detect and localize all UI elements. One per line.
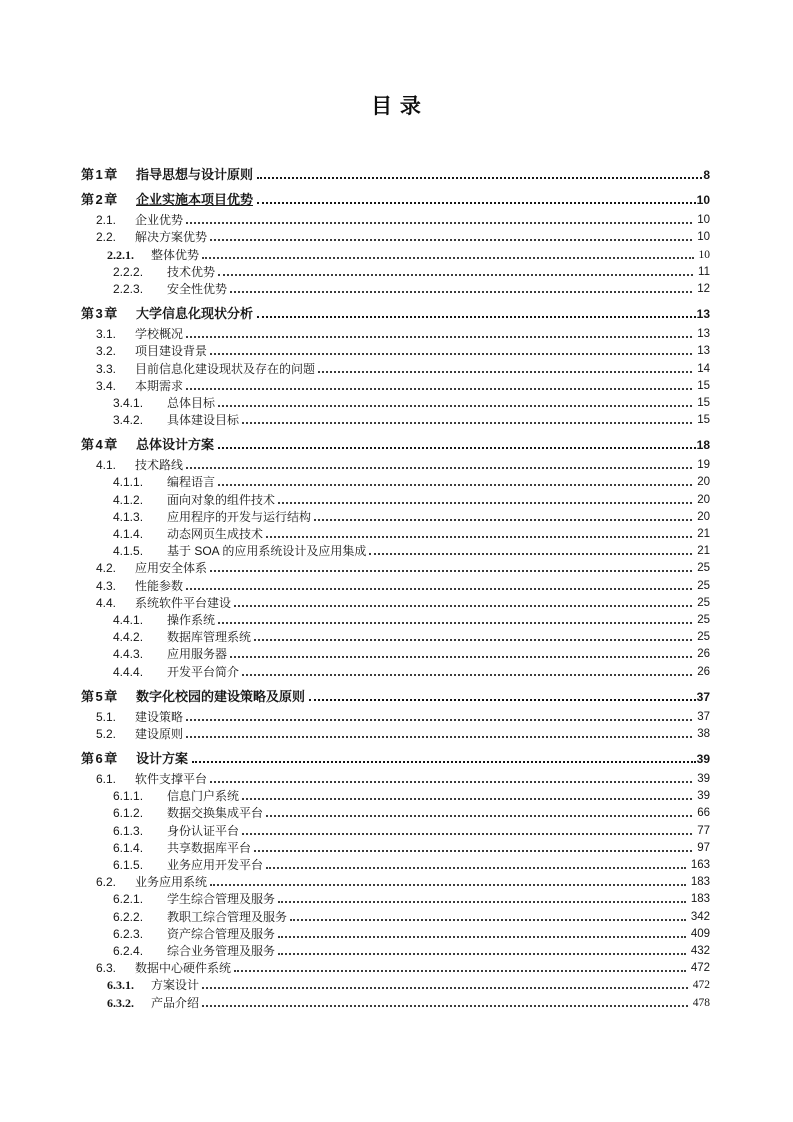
toc-entry-number: 6.1. xyxy=(96,772,117,787)
toc-entry[interactable] xyxy=(81,975,710,992)
toc-entry-number: 3.3. xyxy=(96,361,117,376)
dot-leader xyxy=(257,202,696,204)
toc-entry[interactable] xyxy=(81,661,710,678)
toc-entry[interactable] xyxy=(81,164,710,182)
dot-leader xyxy=(278,502,692,504)
toc-entry[interactable] xyxy=(81,644,710,661)
dot-leader xyxy=(186,736,692,738)
dot-leader xyxy=(369,553,692,555)
toc-entry-label: 业务应用开发平台 xyxy=(167,858,264,872)
toc-entry-page: 39 xyxy=(697,790,710,803)
toc-entry-number: 6.3.1. xyxy=(107,978,134,993)
toc-entry-page: 8 xyxy=(703,168,710,182)
toc-entry-page: 10 xyxy=(697,214,710,227)
toc-entry-number: 5.2. xyxy=(96,726,117,741)
table-of-contents xyxy=(81,164,710,1010)
toc-entry[interactable] xyxy=(81,748,710,766)
toc-entry-label: 开发平台简介 xyxy=(167,664,240,679)
toc-entry[interactable] xyxy=(81,358,710,375)
toc-entry-label: 整体优势 xyxy=(151,247,200,262)
toc-entry-label: 技术路线 xyxy=(135,458,184,473)
toc-entry-number: 4.3. xyxy=(96,578,117,593)
toc-entry-page: 472 xyxy=(692,979,710,992)
toc-entry-page: 19 xyxy=(697,459,710,472)
toc-entry-label: 应用服务器 xyxy=(167,647,228,662)
toc-entry[interactable] xyxy=(81,434,710,452)
toc-entry-page: 37 xyxy=(697,710,710,723)
toc-entry[interactable] xyxy=(81,627,710,644)
toc-entry-number: 6.1.2. xyxy=(113,806,144,821)
toc-entry-page: 10 xyxy=(697,231,710,244)
toc-entry-number: 4.1. xyxy=(96,458,117,473)
dot-leader xyxy=(210,884,686,886)
toc-entry-label: 大学信息化现状分析 xyxy=(136,305,254,321)
toc-entry-page: 13 xyxy=(696,306,710,321)
dot-leader xyxy=(186,719,692,721)
toc-entry-page: 37 xyxy=(696,689,710,704)
toc-entry-number: 6.2.3. xyxy=(113,926,144,941)
toc-entry-label: 数据中心硬件系统 xyxy=(135,961,232,976)
dot-leader xyxy=(266,815,692,817)
toc-entry-number: 6.2.4. xyxy=(113,943,144,958)
toc-entry-label: 企业优势 xyxy=(135,213,184,228)
toc-entry[interactable] xyxy=(81,686,710,704)
dot-leader xyxy=(186,588,692,590)
toc-entry-number: 4.1.2. xyxy=(113,492,144,507)
toc-entry-label: 具体建设目标 xyxy=(167,413,240,428)
toc-entry-number: 3.2. xyxy=(96,344,117,359)
dot-leader xyxy=(242,833,692,835)
toc-entry[interactable] xyxy=(81,707,710,724)
toc-entry-label: 资产综合管理及服务 xyxy=(167,926,276,941)
dot-leader xyxy=(210,239,692,241)
toc-entry-label: 面向对象的组件技术 xyxy=(167,492,276,507)
toc-entry[interactable] xyxy=(81,472,710,489)
toc-entry[interactable] xyxy=(81,724,710,741)
dot-leader xyxy=(210,781,692,783)
toc-entry-number: 6.1.1. xyxy=(113,789,144,804)
toc-entry-label: 总体目标 xyxy=(167,395,216,410)
dot-leader xyxy=(257,316,696,318)
dot-leader xyxy=(234,605,692,607)
dot-leader xyxy=(192,761,696,763)
dot-leader xyxy=(309,699,696,701)
toc-entry-page: 409 xyxy=(690,927,710,940)
toc-entry-page: 472 xyxy=(690,962,710,975)
toc-entry-label: 企业实施本项目优势 xyxy=(136,192,254,207)
toc-entry-number: 6.3.2. xyxy=(107,995,134,1010)
dot-leader xyxy=(242,798,692,800)
dot-leader xyxy=(242,422,692,424)
toc-entry-label: 系统软件平台建设 xyxy=(135,595,232,610)
toc-entry-page: 15 xyxy=(697,396,710,409)
toc-entry-label: 基于 SOA 的应用系统设计及应用集成 xyxy=(167,544,367,559)
toc-entry-number: 4.1.1. xyxy=(113,475,144,490)
toc-entry-page: 25 xyxy=(697,631,710,644)
toc-entry-page: 183 xyxy=(690,876,710,889)
dot-leader xyxy=(314,519,692,521)
toc-entry-label: 编程语言 xyxy=(167,475,216,490)
toc-entry-number: 4.4.3. xyxy=(113,647,144,662)
toc-entry-page: 10 xyxy=(698,248,710,261)
toc-entry-label: 应用安全体系 xyxy=(135,561,208,576)
dot-leader xyxy=(202,257,693,259)
toc-entry-label: 数据交换集成平台 xyxy=(167,806,264,821)
toc-entry-number: 第6章 xyxy=(81,750,119,766)
toc-entry[interactable] xyxy=(81,838,710,855)
toc-entry-label: 学生综合管理及服务 xyxy=(167,892,276,907)
toc-entry-page: 13 xyxy=(697,345,710,358)
toc-entry-number: 第1章 xyxy=(81,167,119,182)
toc-entry-label: 业务应用系统 xyxy=(135,875,208,890)
toc-title: 目 录 xyxy=(371,95,422,118)
toc-entry-page: 10 xyxy=(696,193,710,207)
toc-entry-number: 4.4.1. xyxy=(113,612,144,627)
toc-entry-number: 4.4.4. xyxy=(113,664,144,679)
dot-leader xyxy=(257,177,702,179)
toc-entry[interactable] xyxy=(81,855,710,872)
dot-leader xyxy=(186,467,692,469)
dot-leader xyxy=(218,484,692,486)
toc-entry[interactable] xyxy=(81,992,710,1009)
toc-entry-label: 共享数据库平台 xyxy=(167,840,252,855)
toc-entry[interactable] xyxy=(81,803,710,820)
toc-entry-number: 3.4. xyxy=(96,378,117,393)
dot-leader xyxy=(218,274,693,276)
toc-entry-number: 4.1.4. xyxy=(113,527,144,541)
toc-entry-label: 软件支撑平台 xyxy=(135,772,208,787)
toc-entry-page: 21 xyxy=(697,545,710,558)
toc-entry-number: 6.2.1. xyxy=(113,892,144,907)
toc-entry[interactable] xyxy=(81,889,710,906)
toc-entry-number: 6.1.4. xyxy=(113,840,144,855)
dot-leader xyxy=(186,336,692,338)
toc-entry-page: 39 xyxy=(696,751,710,766)
toc-entry[interactable] xyxy=(81,593,710,610)
toc-entry-page: 25 xyxy=(697,562,710,575)
toc-entry[interactable] xyxy=(81,227,710,244)
toc-entry-page: 25 xyxy=(697,596,710,609)
toc-entry-label: 动态网页生成技术 xyxy=(167,527,264,541)
toc-entry-label: 性能参数 xyxy=(135,578,184,593)
toc-entry[interactable] xyxy=(81,872,710,889)
toc-entry-number: 4.4.2. xyxy=(113,630,144,645)
dot-leader xyxy=(234,970,686,972)
toc-entry-page: 163 xyxy=(690,859,710,871)
toc-entry-page: 26 xyxy=(697,665,710,678)
toc-entry-number: 第2章 xyxy=(81,192,119,207)
toc-entry-label: 综合业务管理及服务 xyxy=(167,943,276,958)
toc-entry-page: 20 xyxy=(697,510,710,523)
toc-entry[interactable] xyxy=(81,958,710,975)
toc-entry-page: 11 xyxy=(698,265,710,278)
toc-entry[interactable] xyxy=(81,924,710,941)
toc-entry-page: 39 xyxy=(697,773,710,786)
toc-entry-page: 66 xyxy=(697,807,710,820)
toc-entry[interactable] xyxy=(81,941,710,958)
toc-entry-label: 建设原则 xyxy=(135,726,184,741)
toc-entry-number: 2.1. xyxy=(96,213,117,228)
toc-entry[interactable] xyxy=(81,786,710,803)
toc-entry-label: 数字化校园的建设策略及原则 xyxy=(136,688,306,704)
toc-entry-page: 478 xyxy=(692,996,710,1009)
toc-entry[interactable] xyxy=(81,820,710,837)
toc-entry[interactable] xyxy=(81,410,710,427)
toc-entry-number: 3.4.1. xyxy=(113,395,144,410)
toc-entry-label: 学校概况 xyxy=(135,327,184,342)
dot-leader xyxy=(318,371,692,373)
dot-leader xyxy=(218,447,696,449)
dot-leader xyxy=(210,353,692,355)
toc-entry-label: 方案设计 xyxy=(151,978,200,993)
toc-entry[interactable] xyxy=(81,376,710,393)
toc-entry[interactable] xyxy=(81,507,710,524)
toc-entry-number: 4.1.5. xyxy=(113,544,144,559)
dot-leader xyxy=(230,291,692,293)
dot-leader xyxy=(218,622,692,624)
toc-entry-label: 教职工综合管理及服务 xyxy=(167,909,288,924)
toc-entry-label: 身份认证平台 xyxy=(167,823,240,838)
dot-leader xyxy=(290,919,686,921)
toc-entry[interactable] xyxy=(81,262,710,279)
toc-entry[interactable] xyxy=(81,303,710,321)
toc-entry[interactable] xyxy=(81,210,710,227)
toc-entry-number: 6.3. xyxy=(96,961,117,976)
dot-leader xyxy=(266,867,686,869)
toc-entry[interactable] xyxy=(81,341,710,358)
toc-entry-label: 指导思想与设计原则 xyxy=(136,167,254,182)
toc-entry-page: 25 xyxy=(697,579,710,592)
toc-entry-number: 4.4. xyxy=(96,595,117,610)
dot-leader xyxy=(266,536,692,538)
toc-entry-number: 2.2. xyxy=(96,230,117,245)
toc-entry-label: 总体设计方案 xyxy=(136,437,215,453)
toc-entry[interactable] xyxy=(81,189,710,207)
dot-leader xyxy=(210,570,692,572)
toc-entry-label: 应用程序的开发与运行结构 xyxy=(167,509,312,524)
toc-entry-page: 15 xyxy=(697,379,710,392)
toc-entry-page: 342 xyxy=(690,910,710,923)
toc-entry[interactable] xyxy=(81,393,710,410)
toc-entry-page: 77 xyxy=(697,824,710,837)
toc-entry-label: 信息门户系统 xyxy=(167,789,240,804)
toc-entry-page: 12 xyxy=(697,282,710,295)
toc-entry[interactable] xyxy=(81,906,710,923)
toc-entry-page: 20 xyxy=(697,493,710,506)
dot-leader xyxy=(278,953,686,955)
dot-leader xyxy=(254,850,692,852)
toc-entry-number: 5.1. xyxy=(96,709,117,724)
toc-entry-label: 设计方案 xyxy=(136,750,189,766)
toc-entry-label: 解决方案优势 xyxy=(135,230,208,245)
toc-entry-page: 97 xyxy=(697,841,710,854)
toc-entry-label: 项目建设背景 xyxy=(135,344,208,359)
dot-leader xyxy=(242,674,692,676)
toc-entry[interactable] xyxy=(81,610,710,627)
toc-entry[interactable] xyxy=(81,575,710,592)
toc-entry-number: 3.1. xyxy=(96,327,117,342)
toc-entry-number: 2.2.1. xyxy=(107,247,134,262)
toc-entry-label: 产品介绍 xyxy=(151,995,200,1010)
toc-entry-number: 6.2.2. xyxy=(113,909,144,924)
toc-entry[interactable] xyxy=(81,769,710,786)
toc-entry[interactable] xyxy=(81,324,710,341)
toc-entry[interactable] xyxy=(81,455,710,472)
dot-leader xyxy=(230,656,692,658)
toc-entry-label: 本期需求 xyxy=(135,378,184,393)
dot-leader xyxy=(218,405,692,407)
dot-leader xyxy=(202,1005,688,1007)
toc-entry-number: 2.2.2. xyxy=(113,264,144,279)
toc-entry-label: 数据库管理系统 xyxy=(167,630,252,645)
toc-entry[interactable] xyxy=(81,489,710,506)
toc-entry-label: 目前信息化建设现状及存在的问题 xyxy=(135,361,316,376)
toc-entry-number: 3.4.2. xyxy=(113,413,144,428)
toc-entry-page: 25 xyxy=(697,613,710,626)
toc-entry[interactable] xyxy=(81,279,710,296)
toc-entry-label: 技术优势 xyxy=(167,264,216,279)
toc-entry-page: 38 xyxy=(697,727,710,740)
dot-leader xyxy=(278,901,686,903)
toc-entry-number: 2.2.3. xyxy=(113,281,144,296)
toc-entry-number: 第5章 xyxy=(81,688,119,704)
toc-entry-label: 安全性优势 xyxy=(167,281,228,296)
toc-entry-number: 6.1.3. xyxy=(113,823,144,838)
dot-leader xyxy=(186,388,692,390)
toc-entry-page: 15 xyxy=(697,414,710,427)
toc-entry[interactable] xyxy=(81,524,710,541)
toc-entry-number: 第3章 xyxy=(81,305,119,321)
toc-entry-page: 13 xyxy=(697,328,710,341)
dot-leader xyxy=(202,987,688,989)
toc-entry-number: 第4章 xyxy=(81,437,119,453)
toc-entry-page: 183 xyxy=(690,893,710,906)
toc-entry-number: 4.2. xyxy=(96,561,117,576)
toc-entry-number: 6.1.5. xyxy=(113,858,144,872)
toc-entry[interactable] xyxy=(81,541,710,558)
dot-leader xyxy=(254,639,692,641)
toc-entry-number: 6.2. xyxy=(96,875,117,890)
toc-entry-page: 432 xyxy=(690,944,710,957)
dot-leader xyxy=(278,936,686,938)
toc-entry-label: 建设策略 xyxy=(135,709,184,724)
toc-entry-page: 20 xyxy=(697,476,710,489)
dot-leader xyxy=(186,222,692,224)
toc-entry-page: 14 xyxy=(697,362,710,375)
toc-entry[interactable] xyxy=(81,558,710,575)
toc-entry-page: 26 xyxy=(697,648,710,661)
toc-entry-page: 18 xyxy=(696,438,710,453)
toc-entry-label: 操作系统 xyxy=(167,612,216,627)
toc-entry-page: 21 xyxy=(697,528,710,540)
toc-entry[interactable] xyxy=(81,244,710,261)
toc-entry-number: 4.1.3. xyxy=(113,509,144,524)
